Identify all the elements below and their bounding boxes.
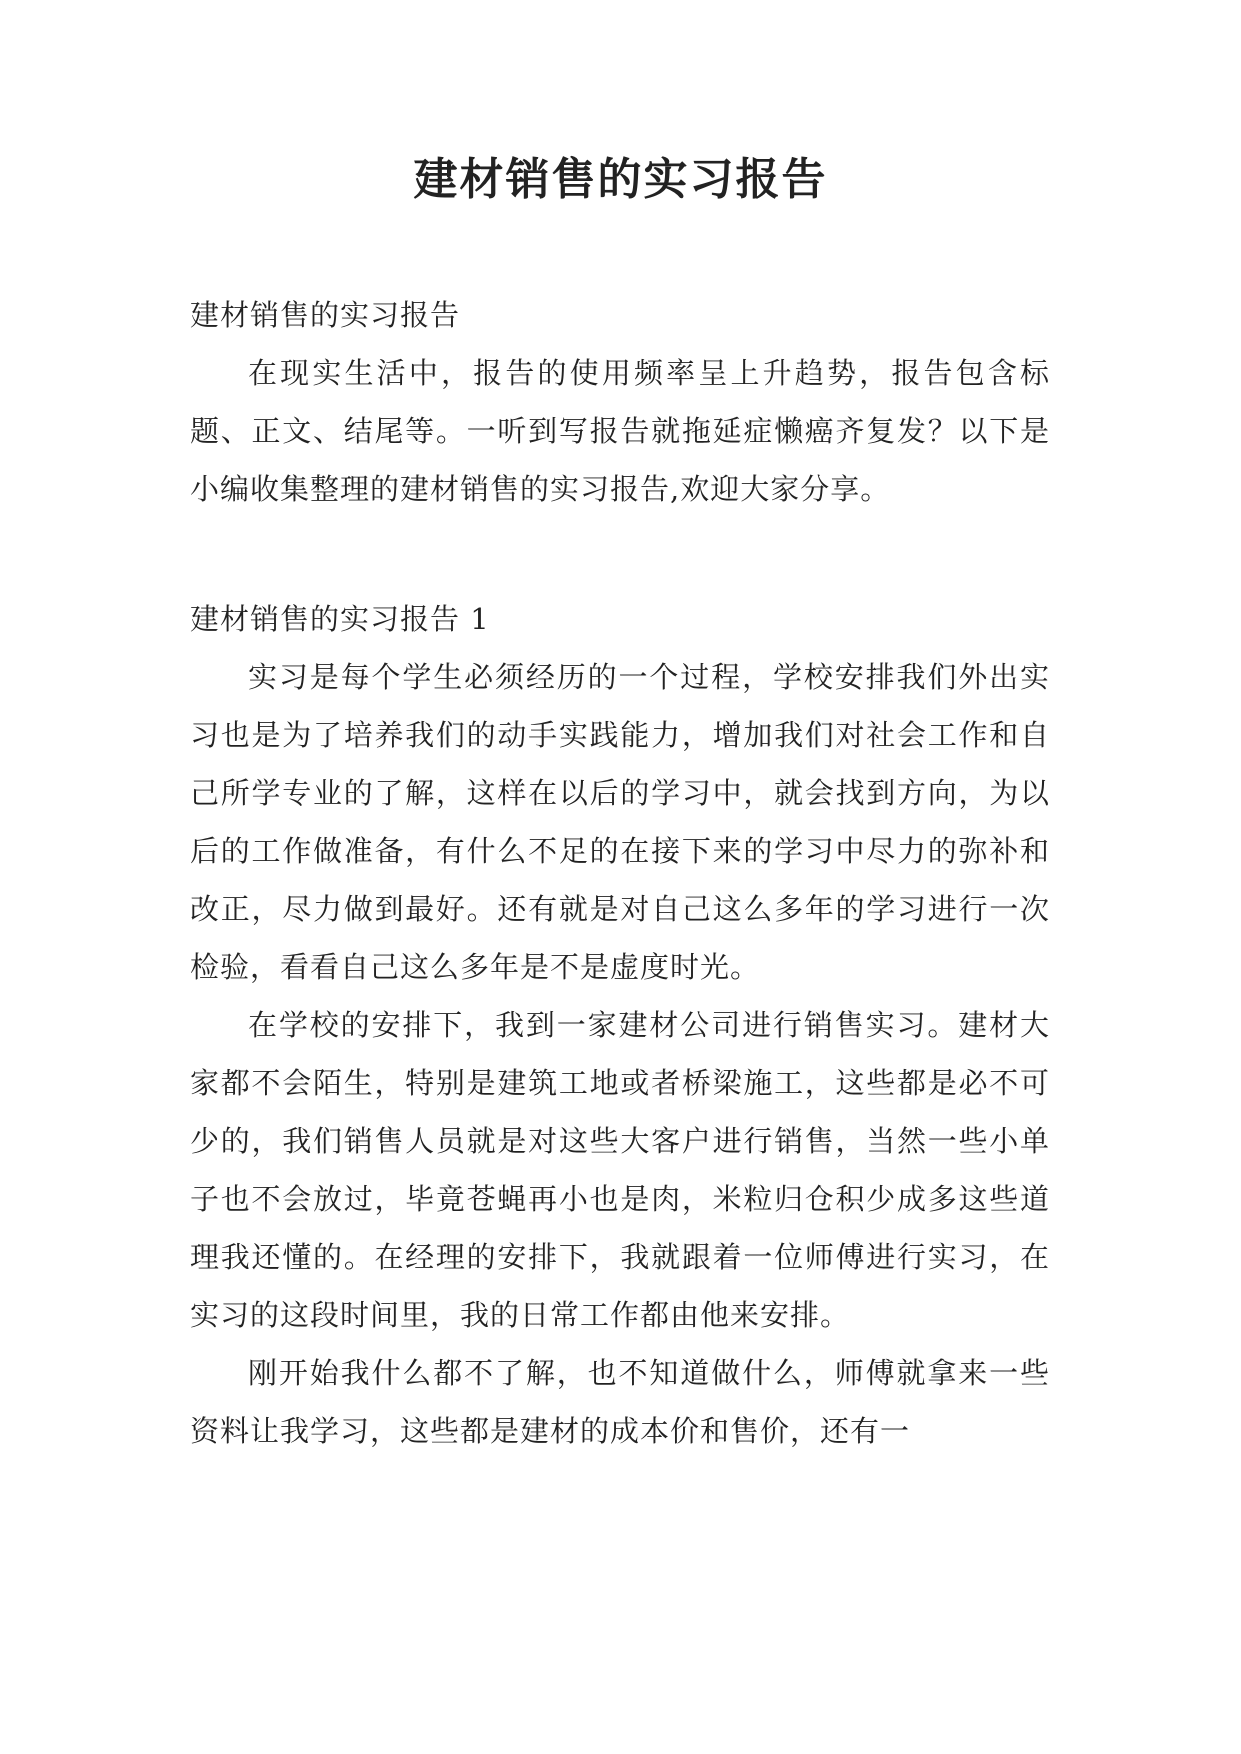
body-paragraph: 刚开始我什么都不了解，也不知道做什么，师傅就拿来一些资料让我学习，这些都是建材的成本价和售价，还有一 — [190, 1356, 1050, 1448]
document-title: 建材销售的实习报告 — [413, 154, 828, 205]
body-paragraph: 在学校的安排下，我到一家建材公司进行销售实习。建材大家都不会陌生，特别是建筑工地或者桥梁施工，这些都是必不可少的，我们销售人员就是对这些大客户进行销售，当然一些小单子也不会放过，毕竟苍蝇再小也是肉，米粒归仓积少成多这些道理我还懂的。在经理的安排下，我就跟着一位师傅进行实习，在实习的这段时间里，我的日常工作都由他来安排。 — [190, 1008, 1050, 1332]
intro-paragraph: 在现实生活中，报告的使用频率呈上升趋势，报告包含标题、正文、结尾等。一听到写报告就拖延症懒癌齐复发？以下是小编收集整理的建材销售的实习报告,欢迎大家分享。 — [190, 356, 1050, 506]
section-heading: 建材销售的实习报告 1 — [190, 602, 490, 636]
document-body — [190, 286, 1050, 1460]
section-gap — [190, 518, 1050, 590]
subtitle: 建材销售的实习报告 — [190, 298, 461, 332]
body-paragraph: 实习是每个学生必须经历的一个过程，学校安排我们外出实习也是为了培养我们的动手实践能力，增加我们对社会工作和自己所学专业的了解，这样在以后的学习中，就会找到方向，为以后的工作做准备，有什么不足的在接下来的学习中尽力的弥补和改正，尽力做到最好。还有就是对自己这么多年的学习进行一次检验，看看自己这么多年是不是虚度时光。 — [190, 660, 1050, 984]
